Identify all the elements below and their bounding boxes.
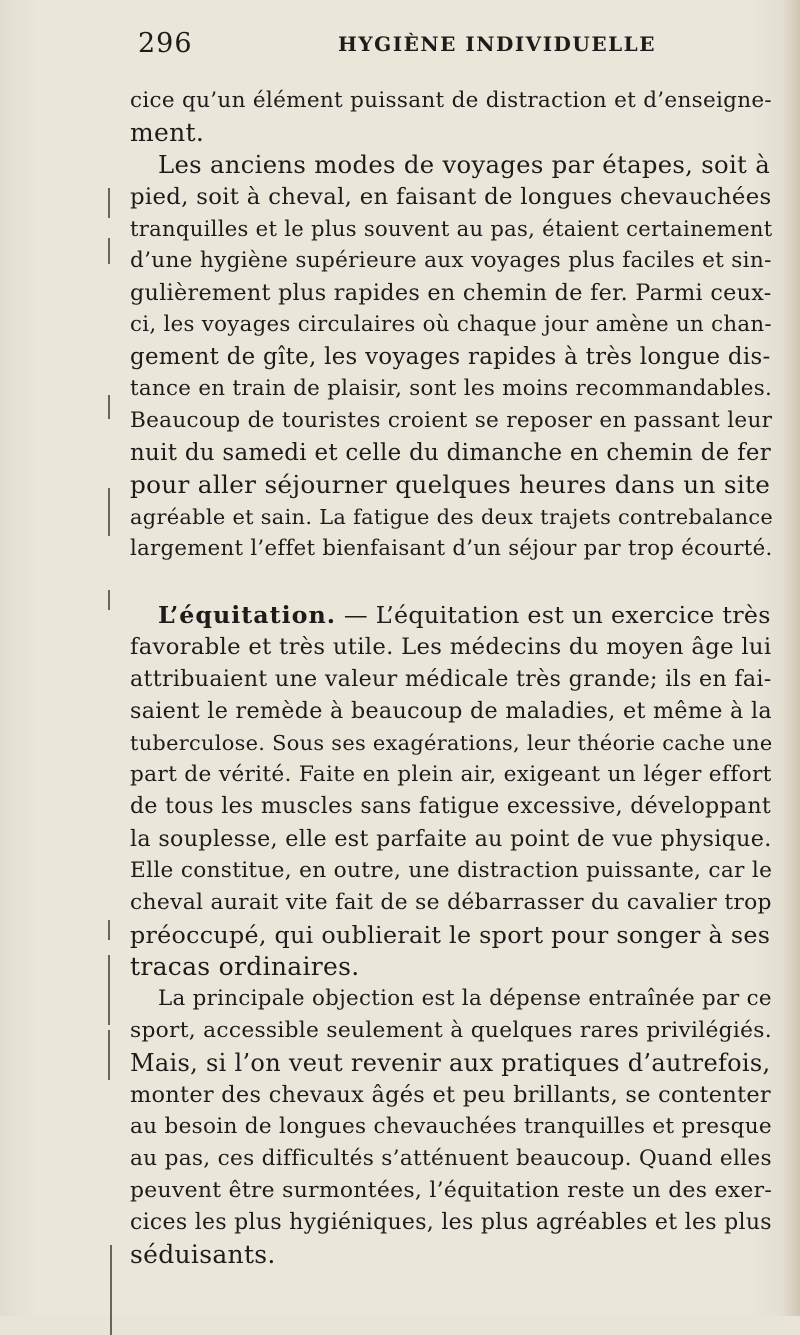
- text-line: nuit du samedi et celle du dimanche en chemin de fer: [130, 440, 772, 466]
- text-line: La principale objection est la dépense entraînée par ce: [158, 986, 772, 1011]
- text-line: ment.: [130, 118, 205, 147]
- text-line: cice qu’un élément puissant de distraction et d’enseigne-: [130, 88, 772, 113]
- text-line: pour aller séjourner quelques heures dans un site: [130, 470, 771, 499]
- text-line: ci, les voyages circulaires où chaque jour amène un chan-: [130, 312, 772, 337]
- text-line: cheval aurait vite fait de se débarrasser du cavalier trop: [130, 890, 772, 915]
- text-line: Elle constitue, en outre, une distraction puissante, car le: [130, 858, 773, 883]
- text-line: gement de gîte, les voyages rapides à très longue dis-: [130, 344, 771, 370]
- text-line: pied, soit à cheval, en faisant de longues chevauchées: [130, 184, 772, 210]
- section-first-line: [130, 599, 770, 631]
- text-line: Les anciens modes de voyages par étapes, soit à: [158, 150, 770, 179]
- margin-mark: [108, 1030, 110, 1080]
- text-line: monter des chevaux âgés et peu brillants, se contenter: [130, 1082, 771, 1108]
- text-line: sport, accessible seulement à quelques rares privilégiés.: [130, 1018, 772, 1043]
- text-line: tance en train de plaisir, sont les moins recommandables.: [130, 376, 773, 401]
- text-line: préoccupé, qui oublierait le sport pour songer à ses: [130, 921, 771, 949]
- text-line: peuvent être surmontées, l’équitation reste un des exer-: [130, 1178, 773, 1203]
- margin-mark: [108, 590, 110, 610]
- text-line: Mais, si l’on veut revenir aux pratiques d’autrefois,: [130, 1049, 771, 1077]
- text-line: attribuaient une valeur médicale très grande; ils en fai-: [130, 666, 772, 692]
- text-line: au pas, ces difficultés s’atténuent beaucoup. Quand elles: [130, 1146, 772, 1171]
- running-head: HYGIÈNE INDIVIDUELLE: [338, 32, 656, 56]
- page-header: [138, 28, 778, 68]
- text-line: tranquilles et le plus souvent au pas, étaient certainement: [130, 216, 773, 241]
- text-line: Beaucoup de touristes croient se reposer en passant leur: [130, 408, 773, 433]
- margin-mark: [108, 188, 110, 218]
- margin-mark: [108, 488, 110, 536]
- text-line: largement l’effet bienfaisant d’un séjour par trop écourté.: [130, 536, 773, 561]
- text-line: part de vérité. Faite en plein air, exigeant un léger effort: [130, 762, 772, 787]
- text-line: de tous les muscles sans fatigue excessive, développant: [130, 794, 771, 819]
- text-line: saient le remède à beaucoup de maladies, et même à la: [130, 698, 772, 724]
- text-line: cices les plus hygiéniques, les plus agréables et les plus: [130, 1210, 772, 1235]
- section-heading: L’équitation.: [158, 601, 337, 629]
- text-line: tracas ordinaires.: [130, 952, 360, 981]
- margin-pencil-marks: [108, 0, 114, 1316]
- page-edge-shadow: [782, 0, 800, 1316]
- text-line: — L’équitation est un exercice très: [336, 601, 771, 629]
- margin-mark: [110, 1245, 112, 1335]
- text-line: gulièrement plus rapides en chemin de fer. Parmi ceux-: [130, 280, 772, 306]
- paragraph-gap: [130, 565, 770, 599]
- text-line: au besoin de longues chevauchées tranquilles et presque: [130, 1114, 772, 1139]
- body-text: [130, 85, 774, 1271]
- page-number: 296: [138, 28, 193, 59]
- text-line: d’une hygiène supérieure aux voyages plus faciles et sin-: [130, 248, 772, 273]
- margin-mark: [108, 395, 110, 419]
- margin-mark: [108, 238, 110, 264]
- text-line: favorable et très utile. Les médecins du moyen âge lui: [130, 634, 772, 660]
- text-line: tuberculose. Sous ses exagérations, leur théorie cache une: [130, 731, 773, 755]
- text-line: la souplesse, elle est parfaite au point de vue physique.: [130, 826, 772, 852]
- margin-mark: [108, 955, 110, 1025]
- text-line: agréable et sain. La fatigue des deux trajets contrebalance: [130, 505, 774, 529]
- margin-mark: [108, 920, 110, 940]
- text-line: séduisants.: [130, 1240, 276, 1269]
